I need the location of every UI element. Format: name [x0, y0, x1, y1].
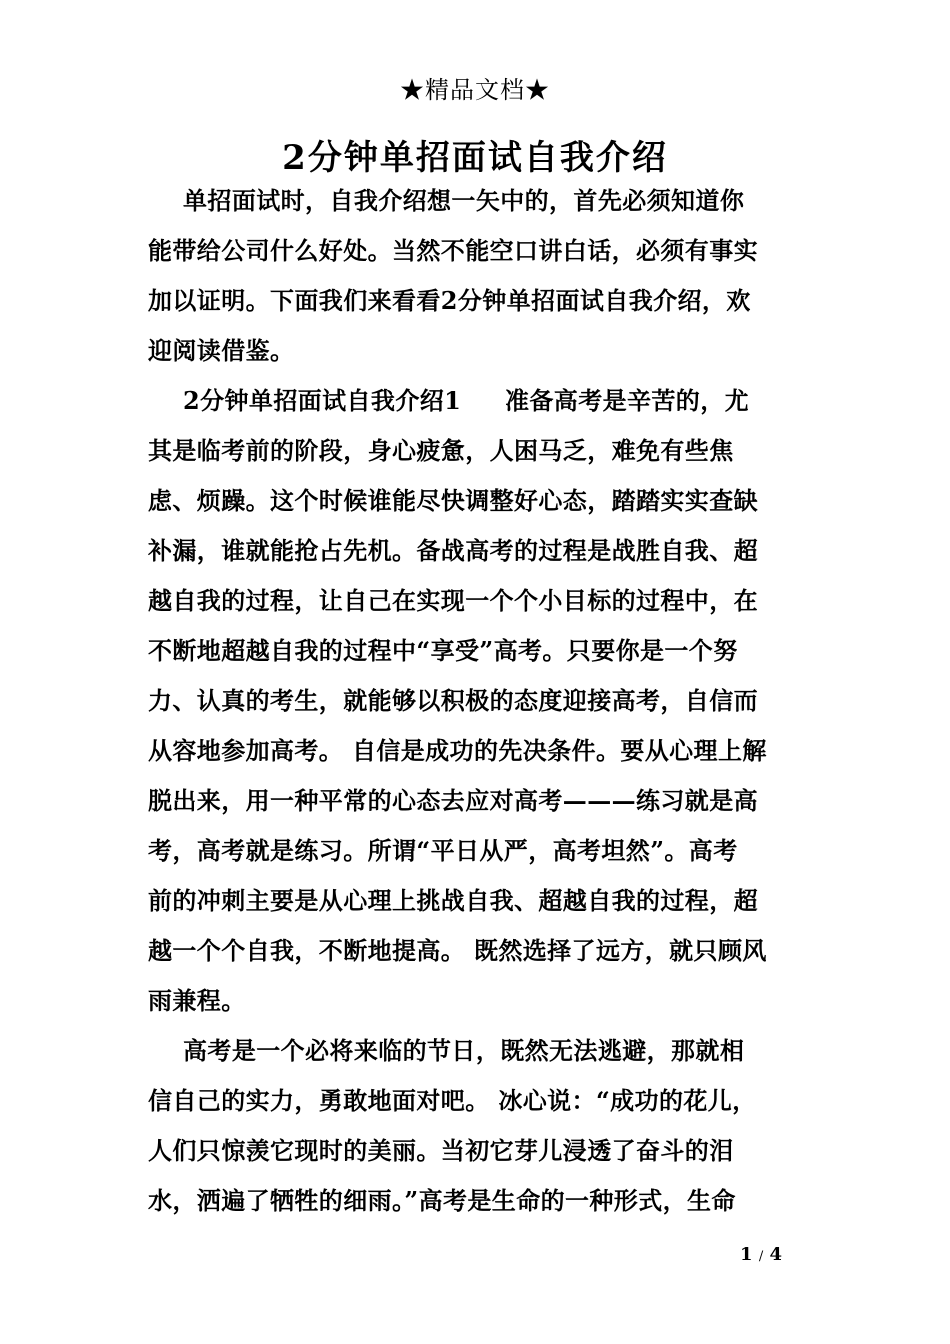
text-line: 2分钟单招面试自我介绍1 准备高考是辛苦的，尤 — [148, 386, 749, 415]
text-line: 水，洒遍了牺牲的细雨。”高考是生命的一种形式，生命 — [148, 1186, 736, 1215]
text-line: 考，高考就是练习。所谓“平日从严，高考坦然”。高考 — [148, 836, 738, 865]
page-header: ★精品文档★ — [400, 76, 550, 104]
text-line: 单招面试时，自我介绍想一矢中的，首先必须知道你 — [148, 186, 745, 215]
text-line: 力、认真的考生，就能够以积极的态度迎接高考，自信而 — [148, 686, 758, 715]
text-line: 信自己的实力，勇敢地面对吧。 冰心说：“成功的花儿， — [148, 1086, 757, 1115]
current-page: 1 — [740, 1244, 753, 1265]
page-number — [740, 1244, 782, 1265]
text-line: 越一个个自我，不断地提高。 既然选择了远方，就只顾风 — [148, 936, 767, 965]
text-line: 从容地参加高考。 自信是成功的先决条件。要从心理上解 — [148, 736, 767, 765]
text-line: 雨兼程。 — [148, 986, 246, 1015]
document-title: 2分钟单招面试自我介绍 — [282, 138, 668, 178]
document-body — [148, 176, 802, 1226]
total-pages: 4 — [769, 1244, 783, 1265]
text-line: 迎阅读借鉴。 — [148, 336, 295, 365]
text-line: 能带给公司什么好处。当然不能空口讲白话，必须有事实 — [148, 236, 758, 265]
text-line: 补漏，谁就能抢占先机。备战高考的过程是战胜自我、超 — [148, 536, 758, 565]
page-separator: / — [758, 1249, 764, 1264]
text-line: 前的冲刺主要是从心理上挑战自我、超越自我的过程，超 — [148, 886, 758, 915]
text-line: 脱出来，用一种平常的心态去应对高考———练习就是高 — [148, 786, 758, 815]
text-line: 不断地超越自我的过程中“享受”高考。只要你是一个努 — [148, 636, 738, 665]
text-line: 其是临考前的阶段，身心疲惫，人困马乏，难免有些焦 — [148, 436, 734, 465]
text-line: 加以证明。下面我们来看看2分钟单招面试自我介绍，欢 — [148, 286, 751, 315]
text-line: 越自我的过程，让自己在实现一个个小目标的过程中，在 — [148, 586, 758, 615]
text-line: 人们只惊羡它现时的美丽。当初它芽儿浸透了奋斗的泪 — [148, 1136, 734, 1165]
text-line: 高考是一个必将来临的节日，既然无法逃避，那就相 — [148, 1036, 745, 1065]
text-line: 虑、烦躁。这个时候谁能尽快调整好心态，踏踏实实查缺 — [148, 486, 758, 515]
